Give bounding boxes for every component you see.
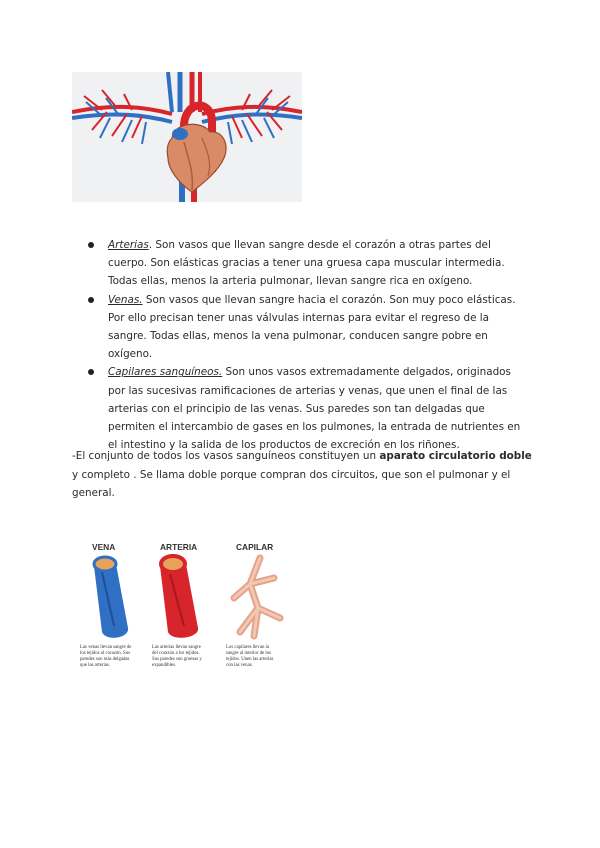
- label-vena: VENA: [92, 542, 116, 552]
- circulatory-system-paragraph: [72, 447, 534, 503]
- paragraph-text-end: y completo . Se llama doble porque compran dos circuitos, que son el pulmonar y el general.: [72, 468, 511, 500]
- term-arterias: Arterias: [108, 239, 149, 251]
- svg-text:Sus paredes son gruesas y: Sus paredes son gruesas y: [152, 657, 202, 662]
- svg-text:Las arterias llevan sangre: Las arterias llevan sangre: [152, 645, 201, 650]
- label-arteria: ARTERIA: [160, 542, 198, 552]
- term-venas: Venas.: [108, 293, 143, 306]
- definition-text: Son unos vasos extremadamente delgados, originados por las sucesivas ramificaciones de arterias y venas, que unen el final de las arterias con el principio de las venas. Sus paredes son tan delgadas que permiten el intercambio de gases en los pulmones, la entrada de nutrientes en el intestino y la salida de los productos de excreción en los riñones.: [108, 366, 521, 452]
- list-item: [88, 236, 524, 291]
- list-item: [88, 291, 524, 364]
- label-capilar: CAPILAR: [236, 542, 274, 552]
- svg-text:expandibles.: expandibles.: [152, 663, 177, 668]
- svg-text:que las arterias.: que las arterias.: [80, 663, 110, 668]
- paragraph-bold-term: aparato circulatorio doble: [379, 450, 532, 462]
- definition-text: . Son vasos que llevan sangre desde el corazón a otras partes del cuerpo. Son elásticas gracias a tener una gruesa capa muscular intermedia. Todas ellas, menos la arteria pulmonar, llevan sangre rica en oxígeno.: [108, 239, 505, 288]
- svg-text:sangre al interior de los: sangre al interior de los: [226, 651, 272, 656]
- svg-text:tejidos. Unen las arterias: tejidos. Unen las arterias: [226, 657, 274, 662]
- svg-text:con las venas.: con las venas.: [226, 663, 253, 668]
- svg-text:Las venas llevan sangre de: Las venas llevan sangre de: [80, 645, 132, 650]
- term-capilares: Capilares sanguíneos.: [108, 366, 223, 379]
- list-item: [88, 363, 524, 454]
- blood-vessels-figure: [74, 538, 292, 674]
- bullet-icon: [88, 297, 94, 303]
- heart-circulatory-diagram-icon: [72, 72, 302, 202]
- paragraph-text-start: -El conjunto de todos los vasos sanguíneos constituyen un: [72, 450, 380, 462]
- definition-text: Son vasos que llevan sangre hacia el corazón. Son muy poco elásticas. Por ello precisan tener unas válvulas internas para evitar el regreso de la sangre. Todas ellas, menos la vena pulmonar, conducen sangre pobre en oxígeno.: [108, 293, 516, 361]
- vessel-types-list: [88, 236, 524, 454]
- svg-text:Los capilares llevan la: Los capilares llevan la: [226, 645, 270, 650]
- bullet-icon: [88, 242, 94, 248]
- svg-text:paredes son más delgadas: paredes son más delgadas: [80, 657, 130, 662]
- svg-text:los tejidos al corazón. Sus: los tejidos al corazón. Sus: [80, 651, 130, 656]
- svg-text:del corazón a los tejidos.: del corazón a los tejidos.: [152, 651, 200, 656]
- bullet-icon: [88, 369, 94, 375]
